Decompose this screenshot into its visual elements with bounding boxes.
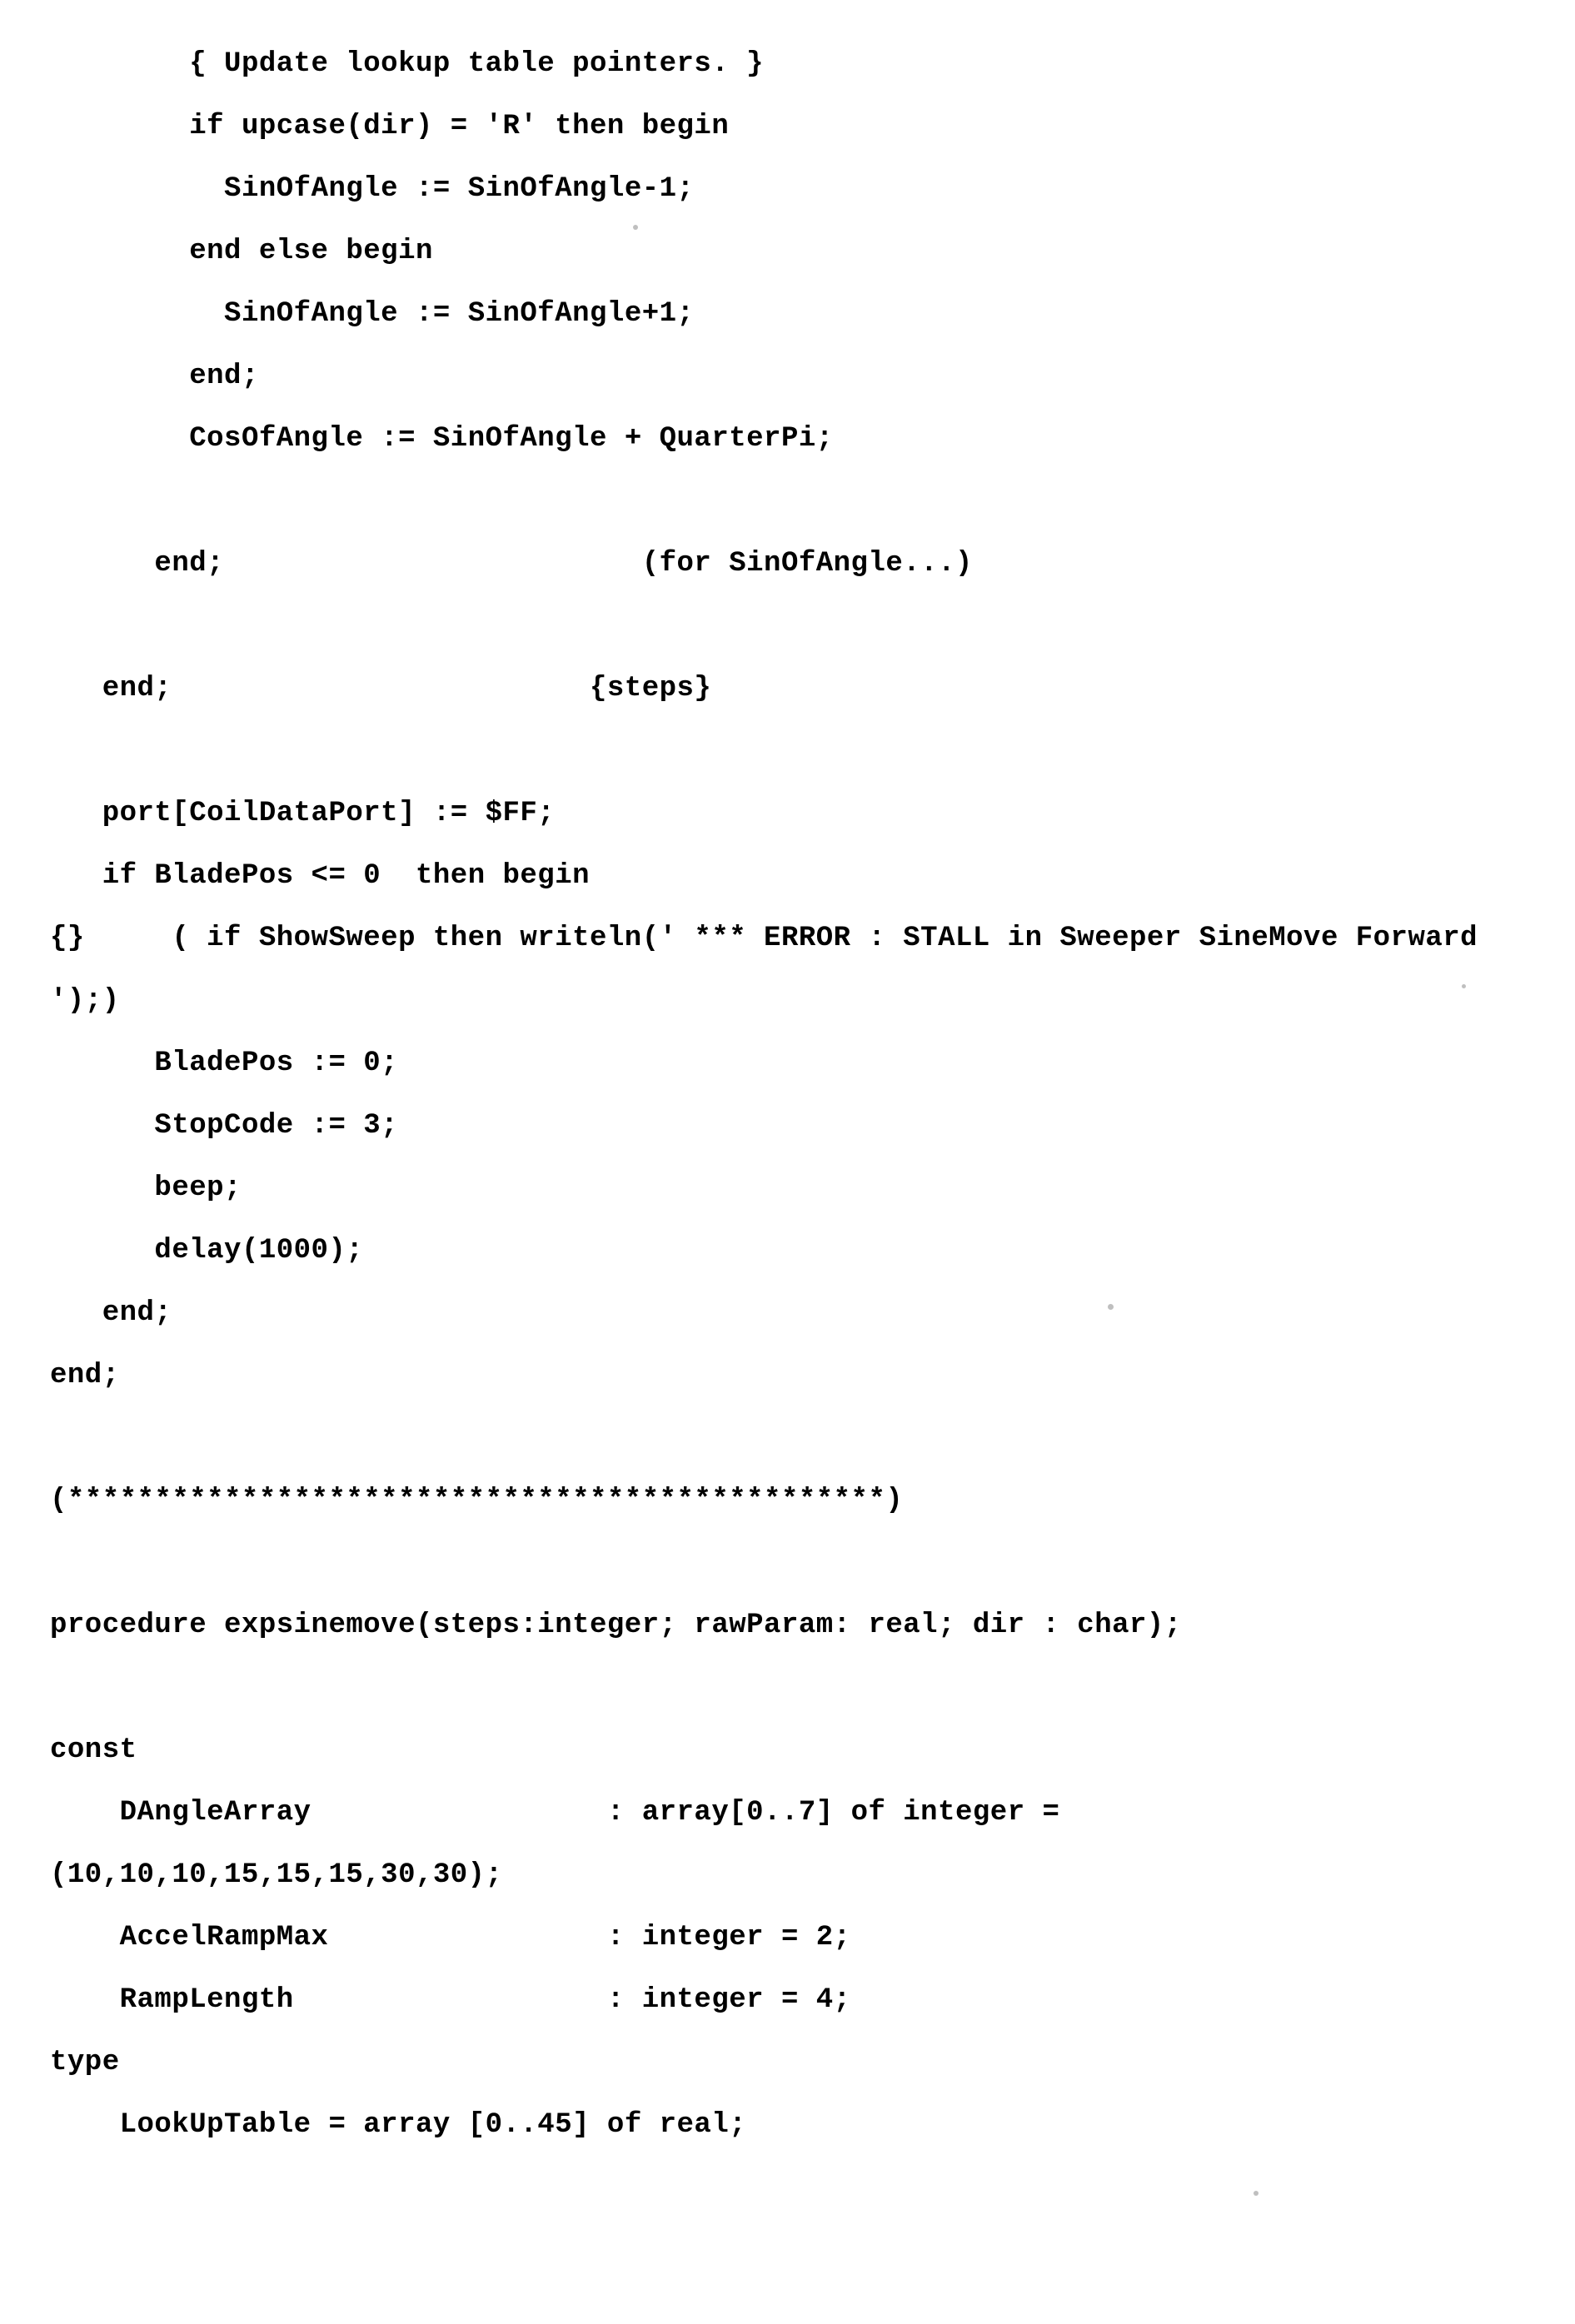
code-listing: { Update lookup table pointers. } if upcase(dir) = 'R' then begin SinOfAngle := SinOfAngle-1; end else begin SinOfAngle := SinOfAngle+1; end; CosOfAngle := SinOfAngle + QuarterPi; end; (for SinOfAngle...) end; {steps} port[CoilDataPort] := $FF; if BladePos <= 0 then begin {} ( if ShowSweep then writeln(' *** ERROR : STALL in Sweeper SineMove Forward ');) BladePos := 0; StopCode := 3; beep; delay(1000); end; end; (***********************************************) procedure expsinemove(steps:integer; rawParam: real; dir : char); const DAngleArray : array[0..7] of integer = (10,10,10,15,15,15,30,30); AccelRampMax : integer = 2; RampLength : integer = 4; type LookUpTable = array [0..45] of real; (50, 48, 1478, 2141)
scan-speck (1108, 1304, 1114, 1310)
scan-speck (1254, 2191, 1259, 2196)
scan-speck (1462, 984, 1466, 988)
scan-speck (633, 225, 638, 230)
